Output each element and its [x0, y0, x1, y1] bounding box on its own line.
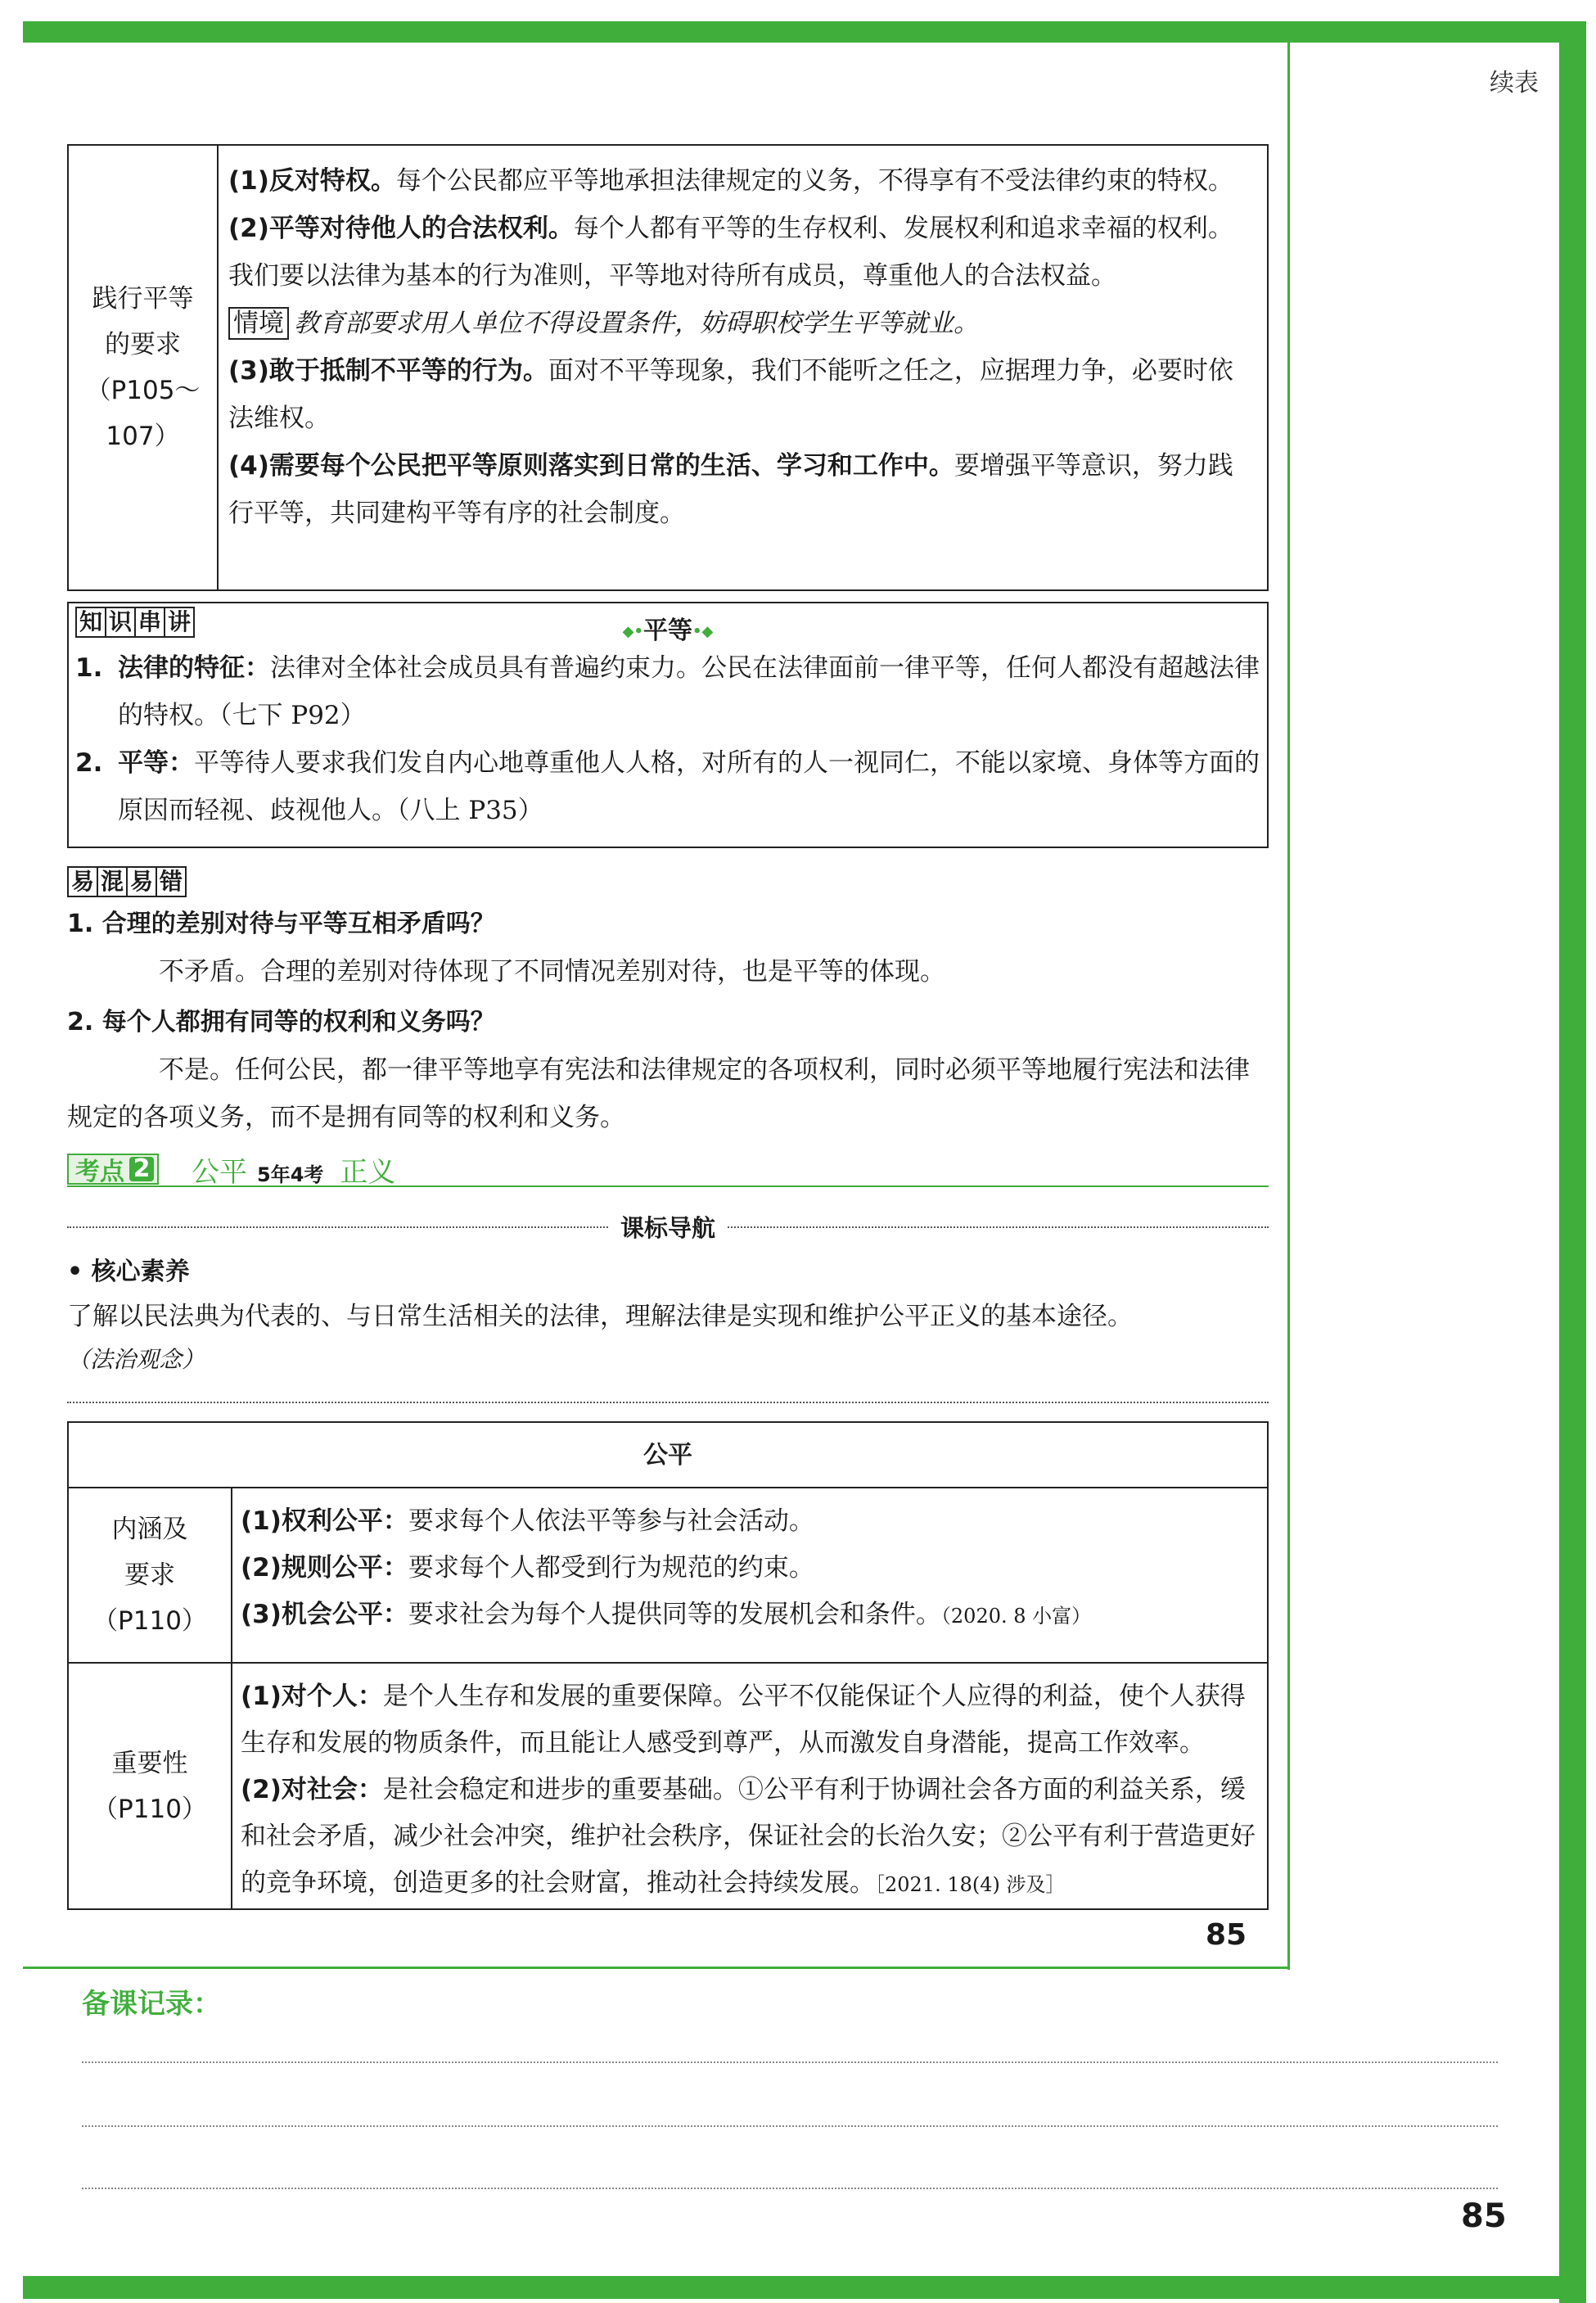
exam-note: （2020. 8 小富）	[940, 1605, 1092, 1628]
point-text: 要求每个人都受到行为规范的约束。	[408, 1553, 814, 1583]
curriculum-nav-divider	[67, 1210, 1269, 1243]
tag-char: 错	[156, 866, 187, 897]
frame-bottom-bar	[23, 2276, 1586, 2299]
tag-char: 讲	[164, 607, 195, 638]
table1-right-cell	[219, 146, 1267, 589]
exam-note: ［2021. 18(4) 涉及］	[875, 1873, 1066, 1896]
point-heading: (1)权利公平：	[241, 1506, 408, 1536]
row-label	[69, 1664, 232, 1908]
tag-char: 知	[75, 607, 106, 638]
core-heading: • 核心素养	[67, 1258, 190, 1286]
fairness-point	[241, 1545, 1259, 1592]
point-heading: (1)对个人：	[241, 1682, 383, 1711]
core-tag: （法治观念）	[67, 1346, 205, 1373]
row-content	[232, 1664, 1267, 1908]
topic-2-header	[67, 1153, 1269, 1187]
table1-point-4	[228, 442, 1257, 537]
diamond-icon: ◆•	[622, 623, 643, 640]
tag-char: 易	[126, 866, 157, 897]
point-text: 是社会稳定和进步的重要基础。①公平有利于协调社会各方面的利益关系，缓和社会矛盾，减少社会冲突，维护社会秩序，保证社会的长治久安；②公平有利于营造更好的竞争环境，创造更多的社会财富，推动社会持续发展。	[241, 1775, 1256, 1898]
notes-title: 备课记录：	[82, 1988, 221, 2021]
row-label-line: （P110）	[92, 1606, 207, 1636]
note-line[interactable]	[82, 2188, 1498, 2189]
table1-left-line: 107）	[106, 422, 180, 451]
item-heading: 法律的特征：	[118, 653, 270, 683]
item-text: 法律对全体社会成员具有普遍约束力。公民在法律面前一律平等，任何人都没有超越法律的特权。（七下 P92）	[118, 653, 1260, 730]
knowledge-title	[75, 610, 1260, 646]
topic-title-b: 正义	[340, 1155, 396, 1189]
point-heading: (2)对社会：	[241, 1775, 383, 1804]
confusion-question-1: 1. 合理的差别对待与平等互相矛盾吗？	[67, 910, 495, 938]
item-text: 平等待人要求我们发自内心地尊重他人人格，对所有的人一视同仁，不能以家境、身体等方面的原因而轻视、歧视他人。（八上 P35）	[118, 748, 1260, 825]
item-number: 2.	[75, 748, 103, 778]
knowledge-item	[75, 739, 1260, 834]
confusion-answer-1: 不矛盾。合理的差别对待体现了不同情况差别对待，也是平等的体现。	[159, 957, 945, 987]
scene-text: 教育部要求用人单位不得设置条件，妨碍职校学生平等就业。	[294, 309, 979, 338]
table1-left-cell	[69, 146, 219, 589]
row-label-line: 重要性	[111, 1748, 188, 1778]
topic-title	[192, 1149, 395, 1190]
tag-char: 易	[67, 866, 98, 897]
topic-badge-label: 考点	[75, 1158, 124, 1186]
nav-label: 课标导航	[609, 1210, 727, 1244]
frame-right-bar	[1559, 21, 1586, 2303]
table1-point-2	[228, 205, 1257, 300]
confusion-question-2: 2. 每个人都拥有同等的权利和义务吗？	[67, 1008, 495, 1036]
topic-title-a: 公平	[192, 1155, 247, 1189]
point-text: 面对不平等现象，我们不能听之任之，应据理力争，必要时依法维权。	[228, 356, 1233, 433]
note-line[interactable]	[82, 2061, 1498, 2063]
table1-point-1	[228, 157, 1257, 205]
table1-left-line: 践行平等	[92, 284, 194, 314]
row-content	[232, 1488, 1267, 1662]
point-text: 每个人都有平等的生存权利、发展权利和追求幸福的权利。我们要以法律为基本的行为准则，平等地对待所有成员，尊重他人的合法权益。	[228, 214, 1233, 291]
tag-char: 串	[134, 607, 165, 638]
continued-label: 续表	[1490, 69, 1539, 97]
practice-equality-table	[67, 144, 1269, 591]
fairness-point	[241, 1673, 1259, 1767]
confusion-section	[67, 866, 1270, 1141]
topic-frequency: 5年4考	[257, 1163, 324, 1186]
point-heading: (2)规则公平：	[241, 1553, 408, 1583]
row-label-line: 要求	[124, 1560, 175, 1590]
fairness-point	[241, 1498, 1259, 1545]
diamond-icon: •◆	[692, 623, 714, 640]
confusion-tag	[67, 866, 185, 897]
point-text: 每个公民都应平等地承担法律规定的义务，不得享有不受法律约束的特权。	[395, 166, 1233, 196]
point-text: 要求社会为每个人提供同等的发展机会和条件。	[408, 1600, 941, 1629]
tag-char: 混	[97, 866, 128, 897]
point-heading: (1)反对特权。	[228, 166, 396, 196]
fairness-row-meaning	[69, 1488, 1267, 1664]
knowledge-item	[75, 644, 1260, 739]
table1-point-3	[228, 347, 1257, 442]
point-heading: (3)机会公平：	[241, 1600, 408, 1629]
point-text: 要增强平等意识，努力践行平等，共同建构平等有序的社会制度。	[228, 451, 1233, 528]
table1-scene	[228, 300, 1257, 347]
frame-top-bar	[23, 21, 1586, 43]
knowledge-box-header	[75, 607, 1260, 644]
topic-badge	[67, 1154, 159, 1185]
fairness-point	[241, 1592, 1259, 1640]
page-number-outer: 85	[1461, 2197, 1507, 2235]
row-label-line: 内涵及	[111, 1515, 188, 1544]
knowledge-title-text: 平等	[643, 616, 692, 645]
confusion-answer-2: 不是。任何公民，都一律平等地享有宪法和法律规定的各项权利，同时必须平等地履行宪法和法律规定的各项义务，而不是拥有同等的权利和义务。	[67, 1055, 1250, 1132]
dotted-separator	[67, 1402, 1269, 1403]
fairness-table-header: 公平	[69, 1423, 1267, 1488]
point-text: 是个人生存和发展的重要保障。公平不仅能保证个人应得的利益，使个人获得生存和发展的物质条件，而且能让人感受到尊严，从而激发自身潜能，提高工作效率。	[241, 1682, 1246, 1758]
item-heading: 平等：	[118, 748, 194, 778]
item-number: 1.	[75, 653, 103, 683]
row-label-line: （P110）	[92, 1794, 207, 1824]
point-heading: (4)需要每个公民把平等原则落实到日常的生活、学习和工作中。	[228, 451, 954, 481]
fairness-row-importance	[69, 1664, 1267, 1908]
point-text: 要求每个人依法平等参与社会活动。	[408, 1506, 814, 1536]
scene-tag: 情境	[228, 307, 289, 340]
note-line[interactable]	[82, 2125, 1498, 2127]
core-literacy	[67, 1251, 1278, 1380]
fairness-table	[67, 1421, 1269, 1910]
topic-badge-number: 2	[129, 1157, 154, 1181]
frame-inner-bottom-line	[23, 1967, 1290, 1969]
page-number-inner: 85	[1206, 1918, 1247, 1952]
frame-inner-line	[1287, 43, 1290, 1970]
core-text: 了解以民法典为代表的、与日常生活相关的法律，理解法律是实现和维护公平正义的基本途径。	[67, 1302, 1133, 1331]
table1-left-line: 的要求	[105, 330, 181, 359]
row-label	[69, 1488, 232, 1662]
point-heading: (3)敢于抵制不平等的行为。	[228, 356, 548, 386]
tag-char: 识	[105, 607, 136, 638]
table1-left-line: （P105～	[85, 376, 201, 405]
fairness-point	[241, 1767, 1259, 1908]
knowledge-box	[67, 602, 1269, 848]
point-heading: (2)平等对待他人的合法权利。	[228, 214, 574, 243]
